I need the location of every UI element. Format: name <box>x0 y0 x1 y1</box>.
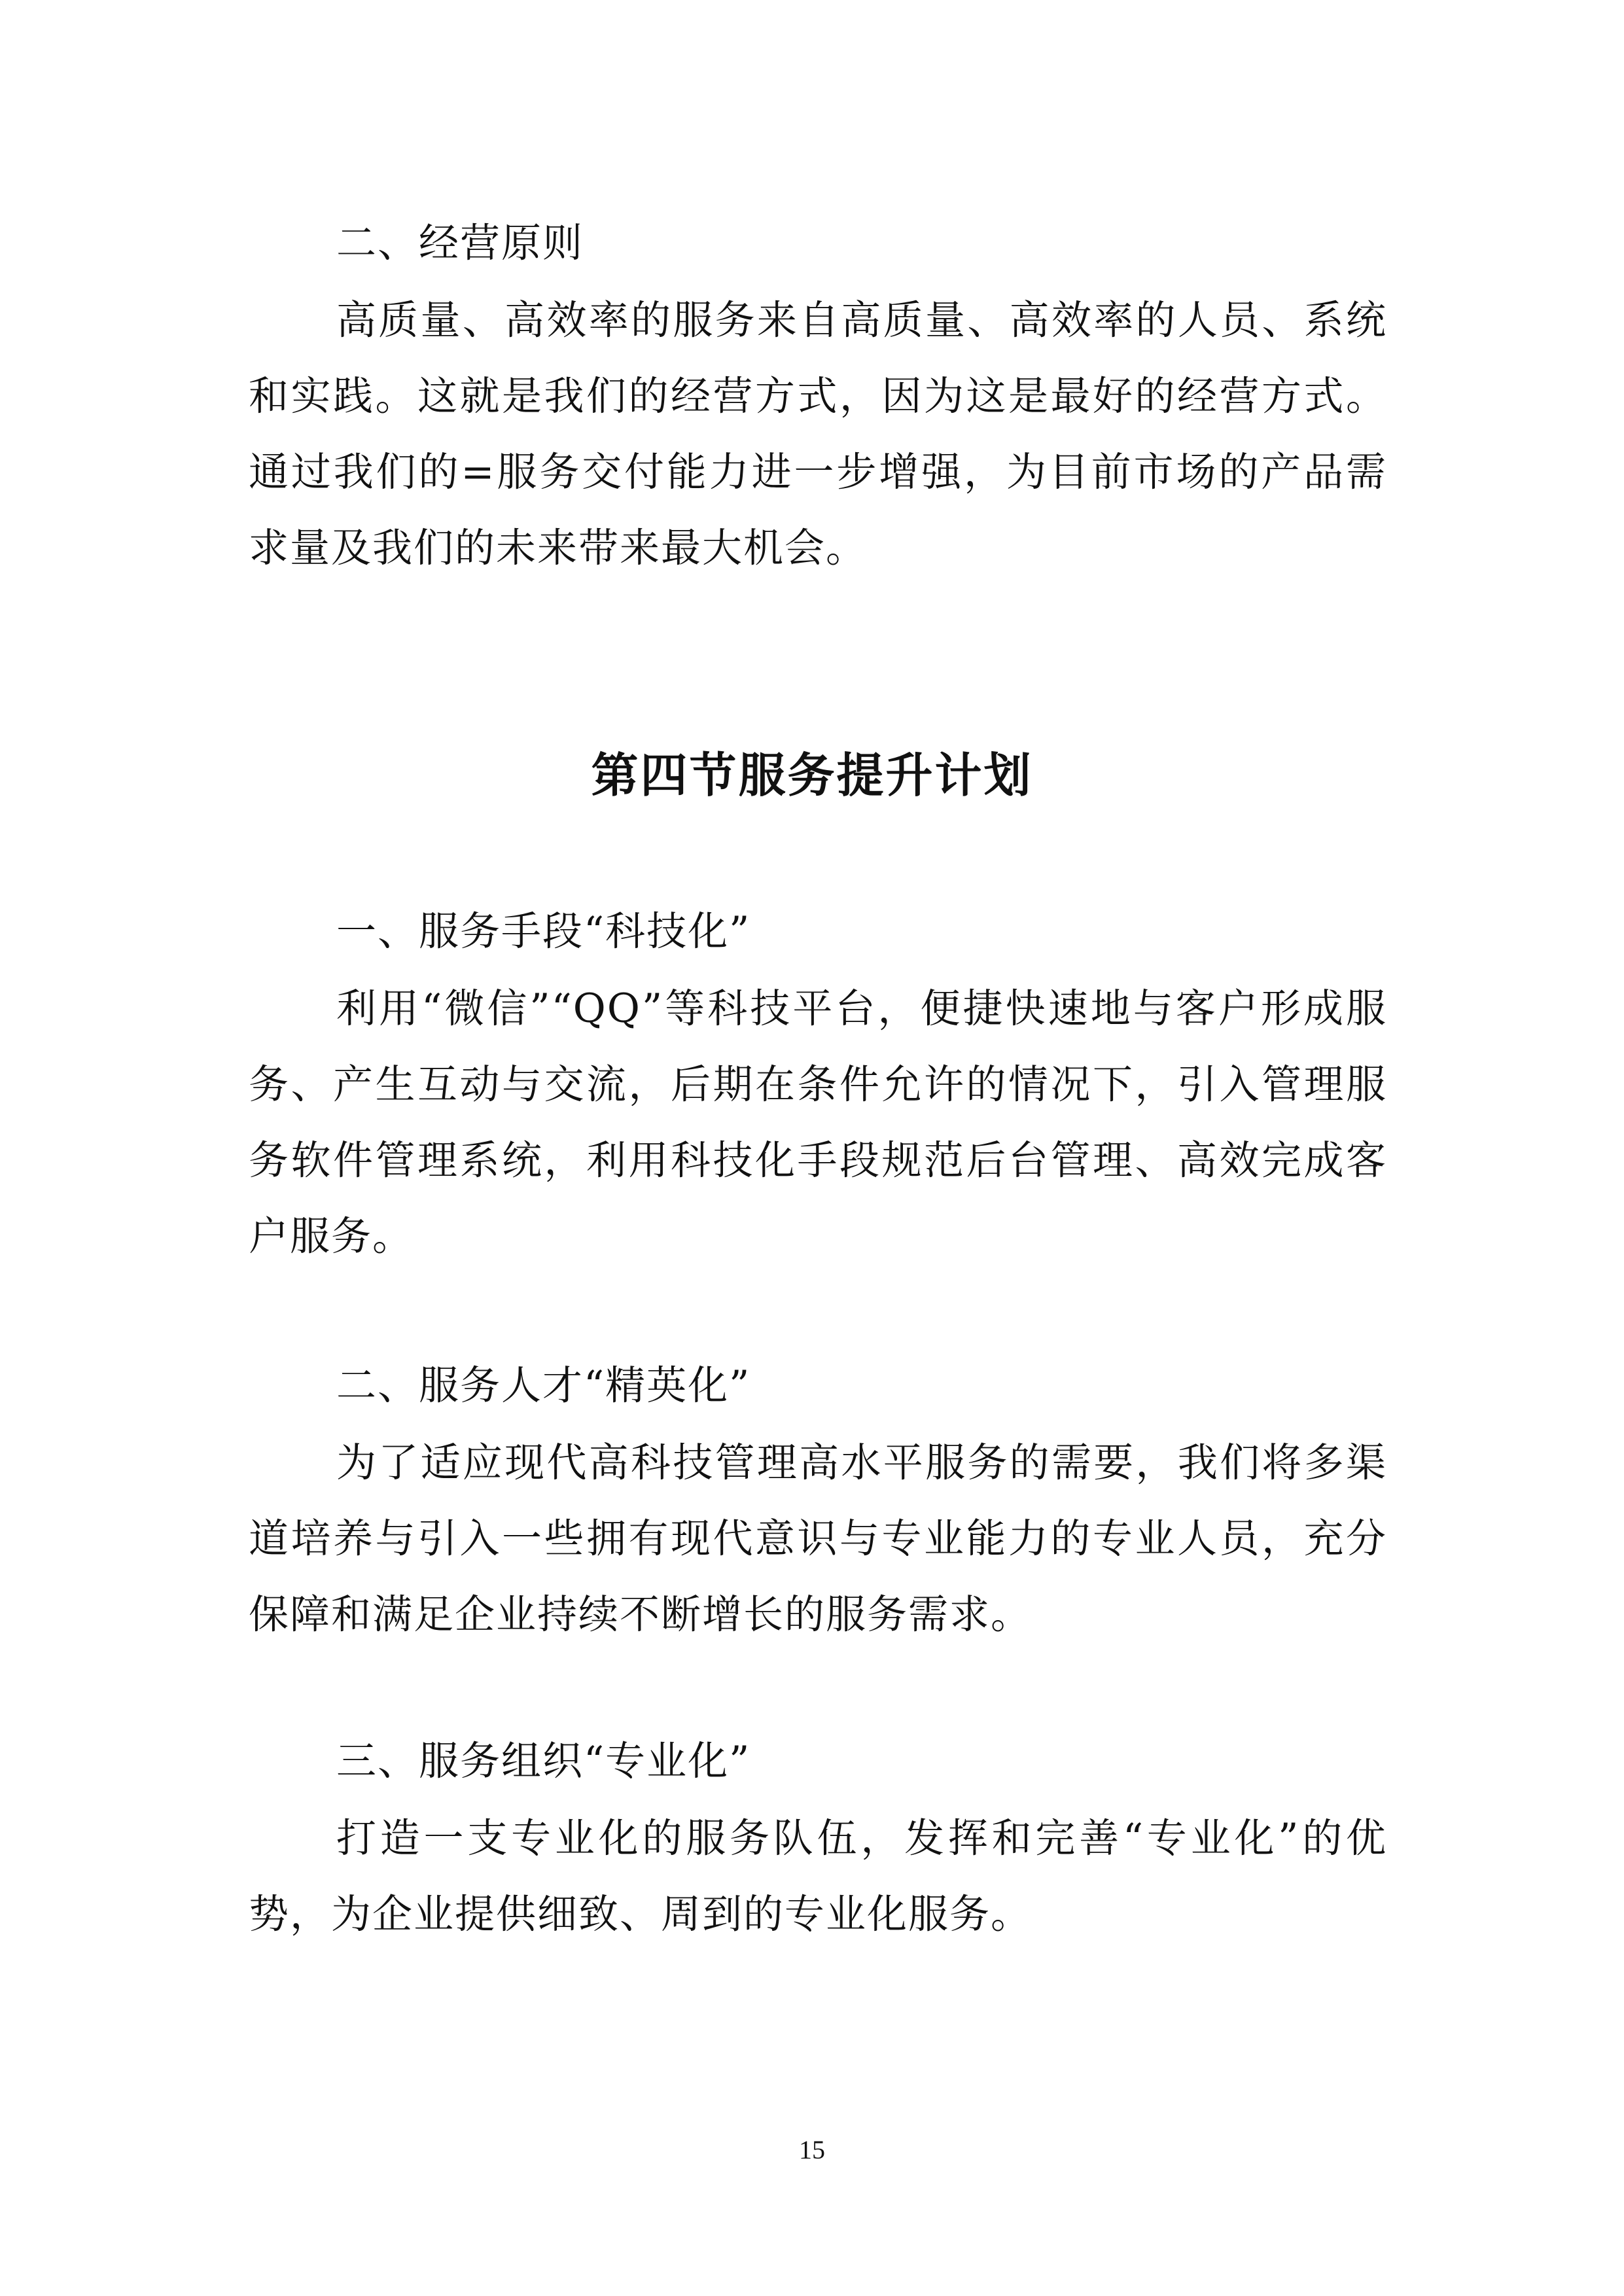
talent-paragraph: 为了适应现代高科技管理高水平服务的需要，我们将多渠道培养与引入一些拥有现代意识与专业能力的专业人员，充分保障和满足企业持续不断增长的服务需求。 <box>249 1439 1387 1638</box>
organization-paragraph: 打造一支专业化的服务队伍，发挥和完善“专业化”的优势，为企业提供细致、周到的专业化服务。 <box>249 1815 1387 1937</box>
organization-heading: 三、服务组织“专业化” <box>336 1738 751 1784</box>
tech-paragraph: 利用“微信”“QQ”等科技平台，便捷快速地与客户形成服务、产生互动与交流，后期在条件允许的情况下，引入管理服务软件管理系统，利用科技化手段规范后台管理、高效完成客户服务。 <box>249 985 1387 1260</box>
talent-heading: 二、服务人才“精英化” <box>336 1362 751 1409</box>
tech-heading: 一、服务手段“科技化” <box>336 908 751 955</box>
page-number: 15 <box>799 2135 825 2164</box>
principle-paragraph: 高质量、高效率的服务来自高质量、高效率的人员、系统和实践。这就是我们的经营方式，因为这是最好的经营方式。通过我们的=服务交付能力进一步增强，为目前市场的产品需求量及我们的未来带来最大机会。 <box>249 297 1387 571</box>
section-title: 第四节服务提升计划 <box>591 748 1033 803</box>
principle-heading: 二、经营原则 <box>336 220 584 266</box>
